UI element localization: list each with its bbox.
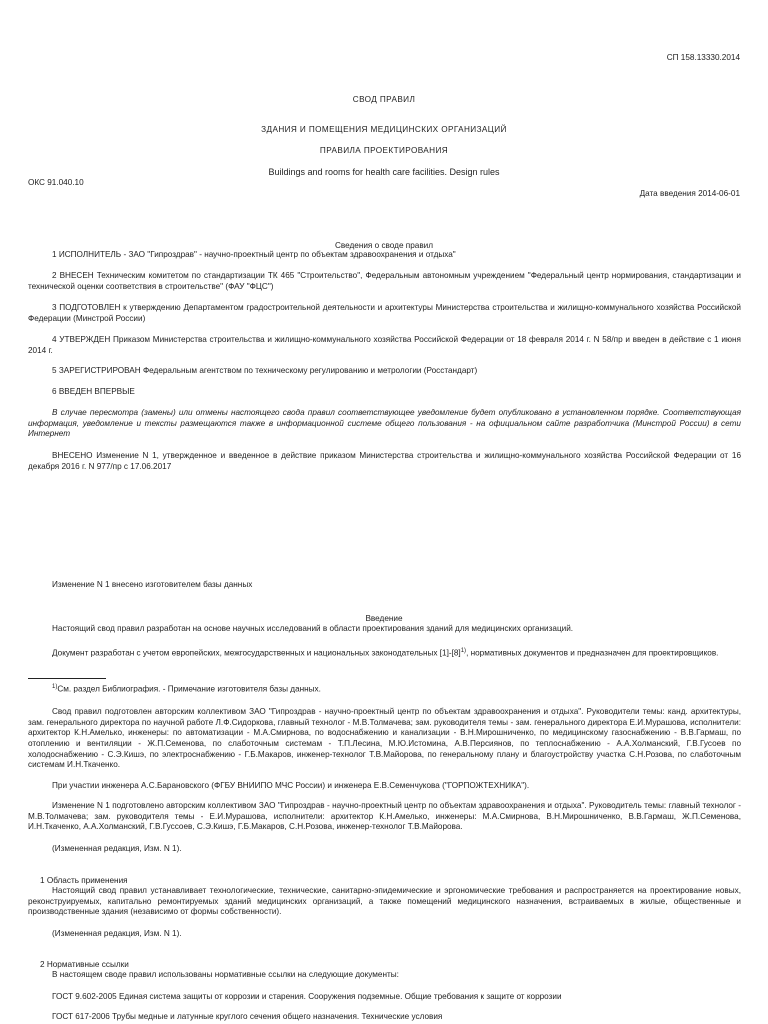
revision-notice: В случае пересмотра (замены) или отмены настоящего свода правил соответствующее уведомление будет опубликовано в установленном порядке. Соответствующая информация, уведомление и тексты размещаются также в информационной системе общего пользования - на официальном сайте разработчика (Минстрой России) в сети Интернет [28,408,741,439]
info-item-1: 1 ИСПОЛНИТЕЛЬ - ЗАО "Гипроздрав" - научно-проектный центр по объектам здравоохранения и отдыха" [52,250,456,259]
section-1-heading: 1 Область применения [40,876,128,885]
change-introduced: ВНЕСЕНО Изменение N 1, утвержденное и введенное в действие приказом Министерства строительства и жилищно-коммунального хозяйства Российской Федерации от 16 декабря 2016 г. N 977/пр с 17.06.2017 [28,451,741,471]
section-1-revised-note: (Измененная редакция, Изм. N 1). [52,929,182,938]
info-item-6: 6 ВВЕДЕН ВПЕРВЫЕ [52,387,135,396]
normative-ref-1: ГОСТ 9.602-2005 Единая система защиты от коррозии и старения. Сооружения подземные. Общие требования к защите от коррозии [52,992,562,1001]
intro-revised-note: (Измененная редакция, Изм. N 1). [52,844,182,853]
oks-code: ОКС 91.040.10 [28,178,84,187]
effective-date: Дата введения 2014-06-01 [639,189,740,198]
authors-paragraph: Свод правил подготовлен авторским коллективом ЗАО "Гипроздрав - научно-проектный центр по объектам здравоохранения и отдыха". Руководители темы: канд. архитектуры, зам. генерального директора по научной работе Л.Ф.Сидоркова, главный технолог - М.В.Толмачева; зам. руководителя темы - зам. генерального директора Е.И.Мурашова, исполнители: архитектор К.Н.Амелько, инженеры: по автоматизации - М.А.Смирнова, по водоснабжению и канализации - В.Н.Мирошниченко, по медицинскому газоснабжению - В.В.Гармаш, по отоплению и вентиляции - Ж.П.Семенова, по слаботочным системам - Т.П.Лесина, М.Ю.Истомина, А.В.Персиянов, по теплоснабжению - А.А.Холманский, Г.В.Гусоев по холодоснабжению - С.Э.Кишэ, по электроснабжению - Г.Б.Макаров, инженер-технолог Т.В.Майорова, по генеральному плану и благоустройству участка С.Н.Розова, по слаботочным системам И.Н.Ткаченко. [28,707,741,770]
document-type: СВОД ПРАВИЛ [352,95,416,104]
section-1-text: Настоящий свод правил устанавливает технологические, технические, санитарно-эпидемические и эргономические требования и распространяется на проектирование новых, реконструируемых, капитально ремонтируемых зданий медицинских организаций, а также помещений медицинского назначения, встраиваемых в жилые, общественные и производственные здания (независимо от формы собственности). [28,886,741,917]
section-2-text: В настоящем своде правил использованы нормативные ссылки на следующие документы: [52,970,399,979]
footnote-ref: 1) [460,648,467,654]
document-title-en: Buildings and rooms for health care facilities. Design rules [268,167,500,177]
normative-ref-2: ГОСТ 617-2006 Трубы медные и латунные круглого сечения общего назначения. Технические условия [52,1012,443,1021]
intro-paragraph-2: Документ разработан с учетом европейских, межгосударственных и национальных законодательных $[1]-[8]^{1)}$, нормативных документов и предназначен для проектировщиков. [52,648,719,658]
intro-paragraph-1: Настоящий свод правил разработан на основе научных исследований в области проектирования зданий для медицинских организаций. [52,624,574,633]
info-item-4: 4 УТВЕРЖДЕН Приказом Министерства строительства и жилищно-коммунального хозяйства Российской Федерации от 18 февраля 2014 г. N 58/пр и введен в действие с 1 июня 2014 г. [28,335,741,355]
document-code: СП 158.13330.2014 [666,53,740,62]
section-2-heading: 2 Нормативные ссылки [40,960,129,969]
footnote-divider [28,678,106,679]
change-authors-paragraph: Изменение N 1 подготовлено авторским коллективом ЗАО "Гипроздрав - научно-проектный центр по объектам здравоохранения и отдыха". Руководитель темы: главный технолог - М.В.Толмачева; зам. руководителя темы - Е.И.Мурашова, исполнители: архитектор К.Н.Амелько, инженеры: М.А.Смирнова, В.Н.Мирошниченко, В.В.Гармаш, Ж.П.Семенова, И.Н.Ткаченко, А.А.Холманский, Г.В.Гуссоев, С.Э.Кишэ, Г.Б.Макаров, С.Н.Розова, инженер-технолог Т.В.Майорова. [28,801,741,832]
participation-paragraph: При участии инженера А.С.Барановского (ФГБУ ВНИИПО МЧС России) и инженера Е.В.Семенчукова ("ГОРПОЖТЕХНИКА"). [52,781,530,790]
info-item-5: 5 ЗАРЕГИСТРИРОВАН Федеральным агентством по техническому регулированию и метрологии (Росстандарт) [52,366,478,375]
document-title: ЗДАНИЯ И ПОМЕЩЕНИЯ МЕДИЦИНСКИХ ОРГАНИЗАЦИЙ [261,125,507,134]
footnote-mark: 1) [52,684,58,690]
footnote: $^{1)}$См. раздел Библиография. - Примечание изготовителя базы данных. [52,684,321,694]
change-note: Изменение N 1 внесено изготовителем базы данных [52,580,253,589]
info-heading: Сведения о своде правил [334,241,434,250]
intro-heading: Введение [365,614,403,623]
info-item-2: 2 ВНЕСЕН Техническим комитетом по стандартизации ТК 465 "Строительство", Федеральным автономным учреждением "Федеральный центр нормирования, стандартизации и технической оценки соответствия в строительстве" (ФАУ "ФЦС") [28,271,741,291]
info-item-3: 3 ПОДГОТОВЛЕН к утверждению Департаментом градостроительной деятельности и архитектуры Министерства строительства и жилищно-коммунального хозяйства Российской Федерации (Минстрой России) [28,303,741,323]
document-subtitle: ПРАВИЛА ПРОЕКТИРОВАНИЯ [319,146,449,155]
